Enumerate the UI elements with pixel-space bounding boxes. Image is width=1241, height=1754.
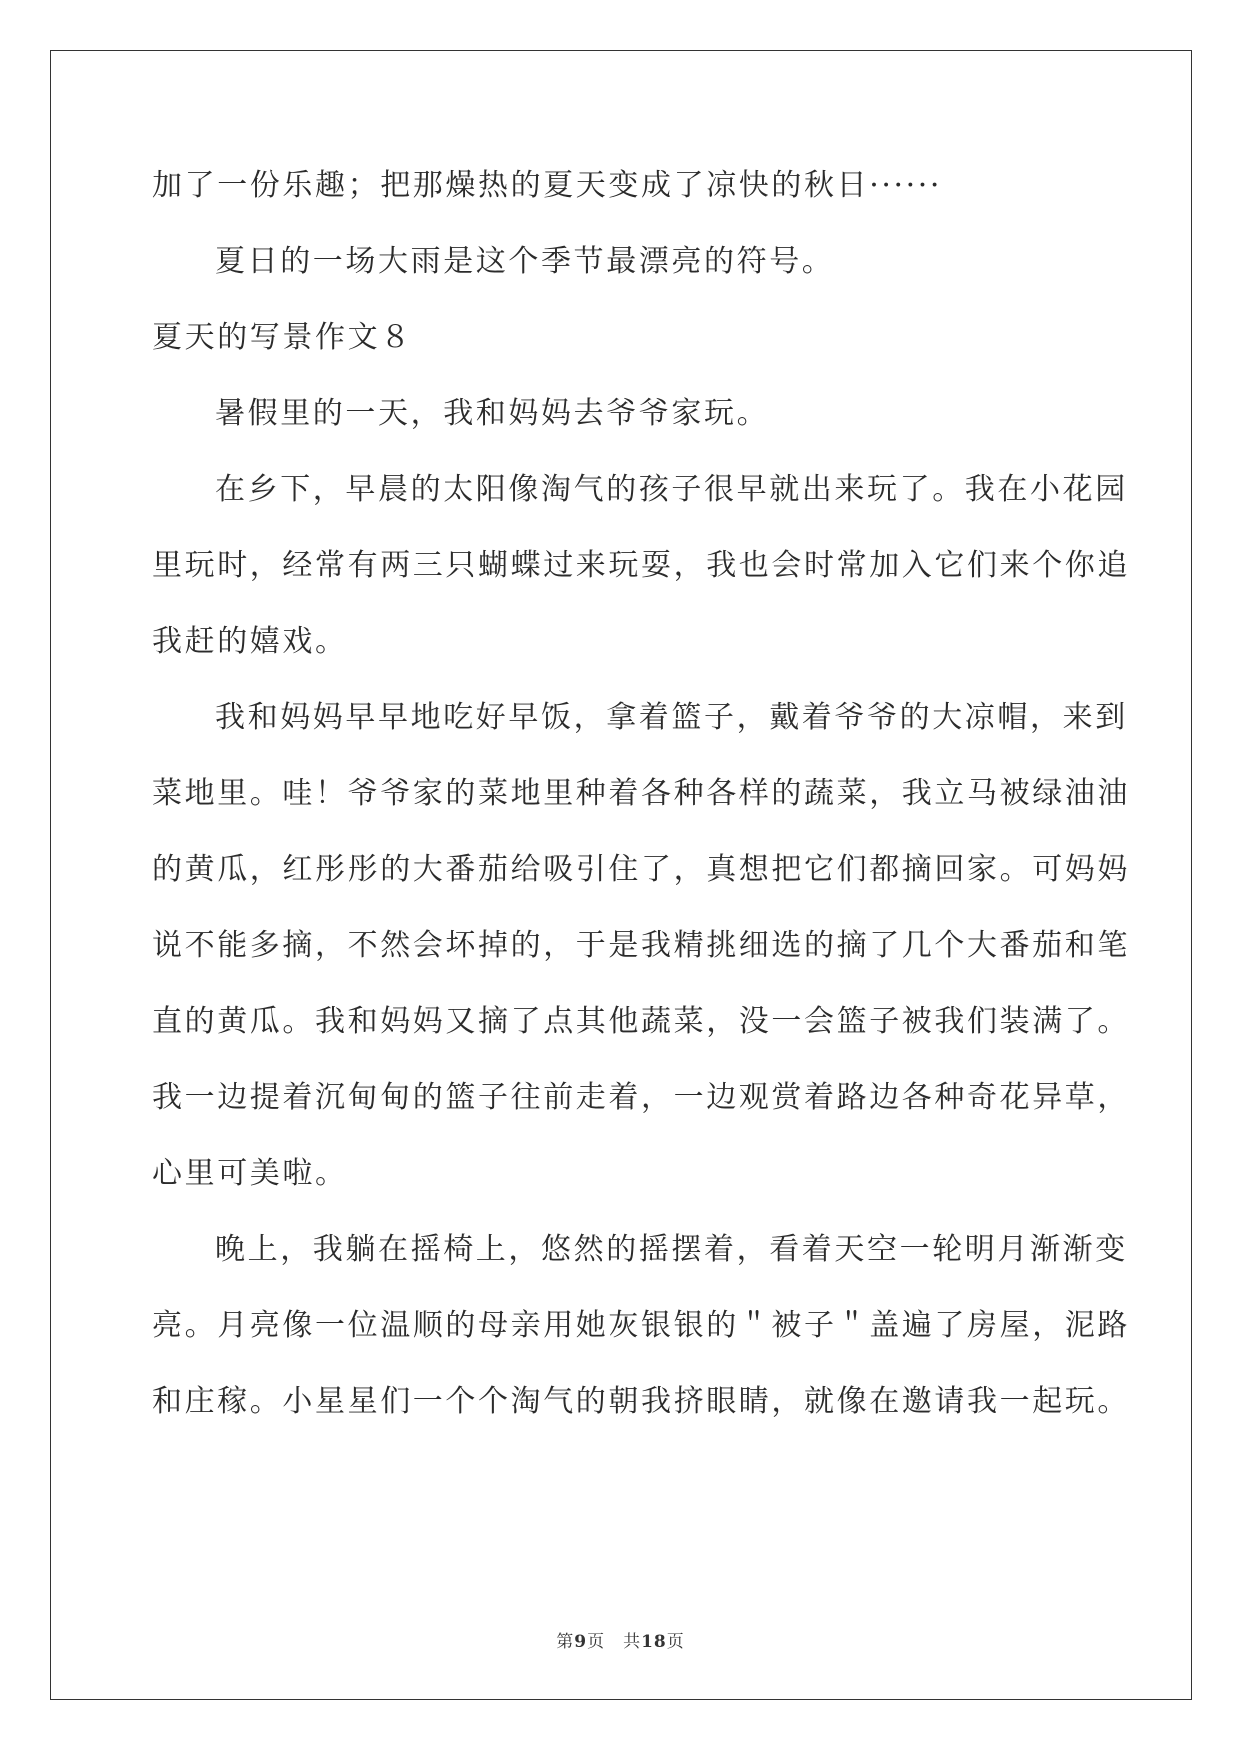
page-footer — [0, 1627, 1241, 1652]
current-page-number: 9 — [574, 1632, 588, 1652]
paragraph-line: 在乡下，早晨的太阳像淘气的孩子很早就出来玩了。我在小花园 — [215, 472, 1128, 507]
paragraph-line: 里玩时，经常有两三只蝴蝶过来玩耍，我也会时常加入它们来个你追 — [152, 548, 1130, 583]
paragraph-line: 晚上，我躺在摇椅上，悠然的摇摆着，看着天空一轮明月渐渐变 — [215, 1232, 1128, 1267]
total-page-count: 18 — [641, 1632, 667, 1652]
paragraph-line: 夏日的一场大雨是这个季节最漂亮的符号。 — [215, 244, 835, 279]
paragraph-line: 心里可美啦。 — [152, 1156, 348, 1191]
paragraph-line: 说不能多摘，不然会坏掉的，于是我精挑细选的摘了几个大番茄和笔 — [152, 928, 1130, 963]
paragraph-line: 我一边提着沉甸甸的篮子往前走着，一边观赏着路边各种奇花异草， — [152, 1080, 1130, 1115]
paragraph-line: 亮。月亮像一位温顺的母亲用她灰银银的＂被子＂盖遍了房屋，泥路 — [152, 1308, 1130, 1343]
paragraph-line: 菜地里。哇！爷爷家的菜地里种着各种各样的蔬菜，我立马被绿油油 — [152, 776, 1130, 811]
footer-prefix: 第 — [556, 1632, 575, 1652]
footer-page-suffix: 页 — [587, 1632, 606, 1652]
footer-total-suffix: 页 — [666, 1632, 685, 1652]
paragraph-line: 的黄瓜，红彤彤的大番茄给吸引住了，真想把它们都摘回家。可妈妈 — [152, 852, 1130, 887]
section-heading: 夏天的写景作文８ — [152, 320, 413, 355]
paragraph-line: 暑假里的一天，我和妈妈去爷爷家玩。 — [215, 396, 770, 431]
paragraph-line: 直的黄瓜。我和妈妈又摘了点其他蔬菜，没一会篮子被我们装满了。 — [152, 1004, 1130, 1039]
footer-total-prefix: 共 — [623, 1632, 642, 1652]
paragraph-line: 加了一份乐趣；把那燥热的夏天变成了凉快的秋日······ — [152, 168, 943, 203]
paragraph-line: 我赶的嬉戏。 — [152, 624, 348, 659]
paragraph-line: 我和妈妈早早地吃好早饭，拿着篮子，戴着爷爷的大凉帽，来到 — [215, 700, 1128, 735]
paragraph-line: 和庄稼。小星星们一个个淘气的朝我挤眼睛，就像在邀请我一起玩。 — [152, 1384, 1130, 1419]
